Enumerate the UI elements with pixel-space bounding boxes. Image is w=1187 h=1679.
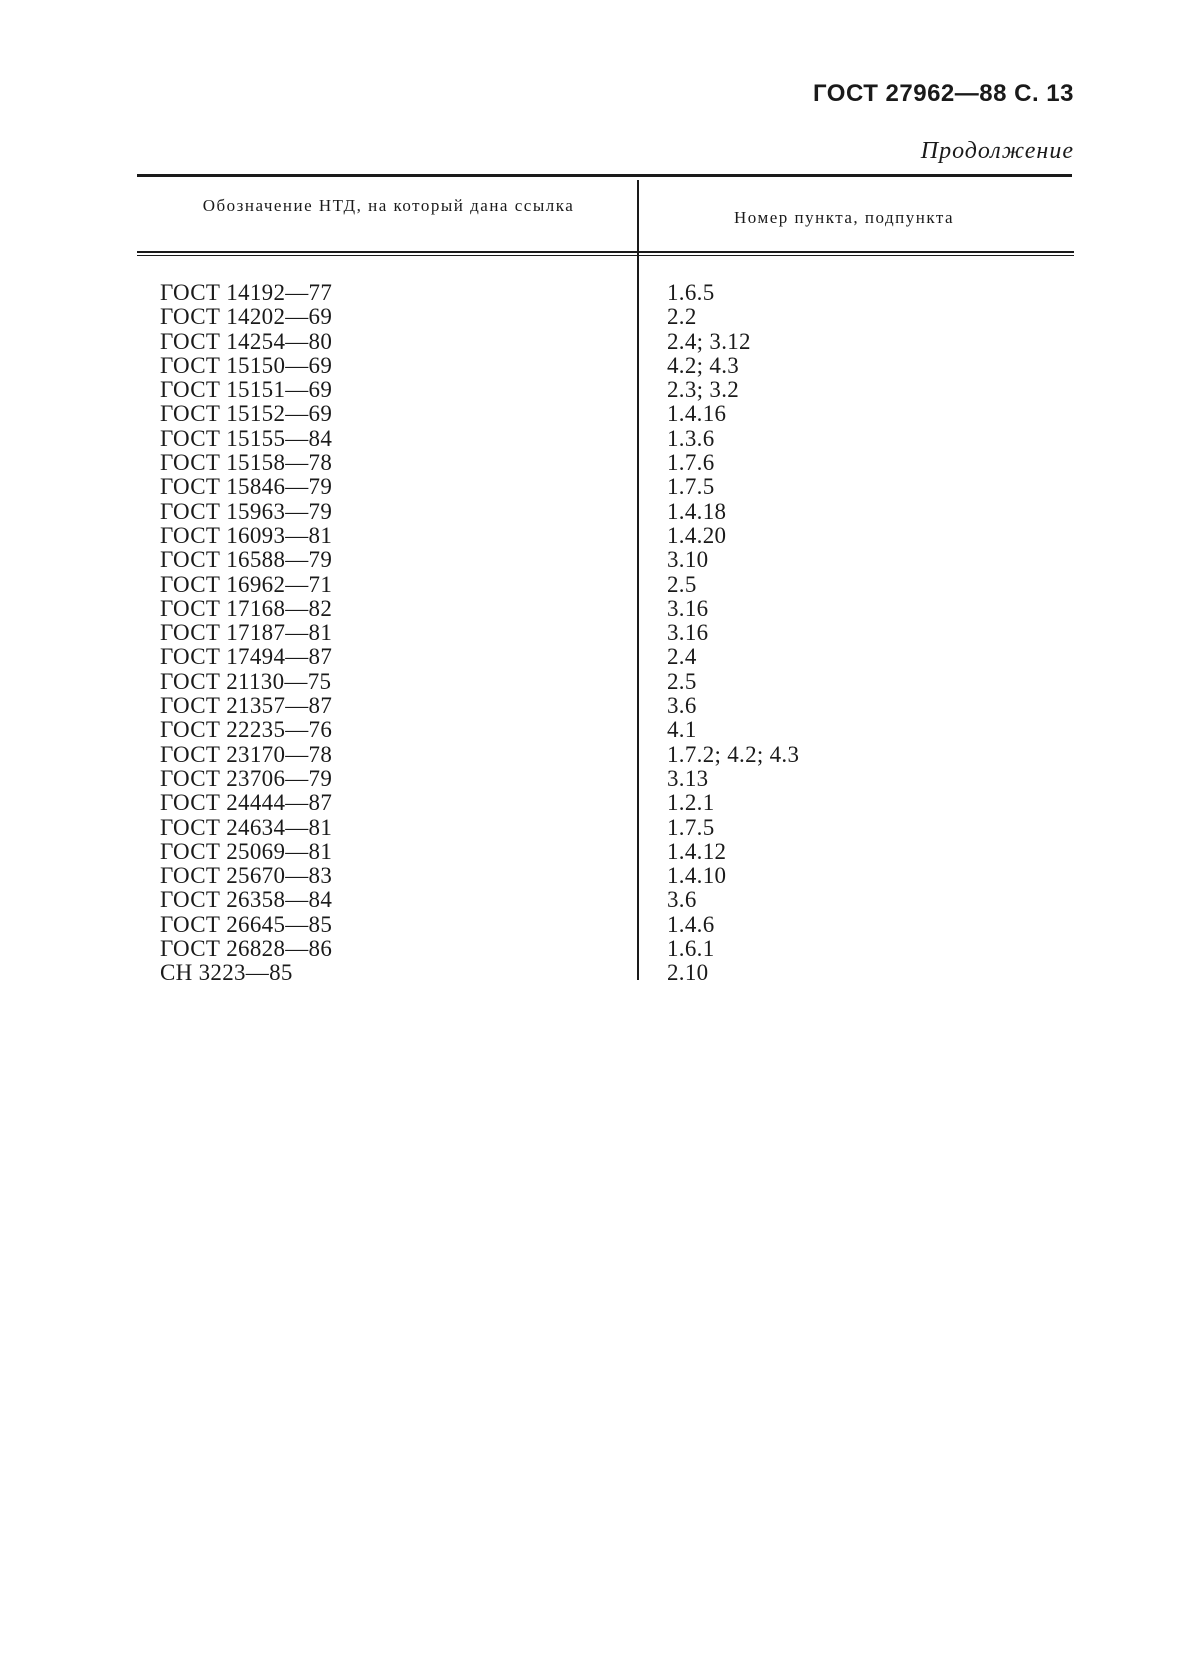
document-designation: ГОСТ 26828—86: [160, 936, 333, 962]
clause-number: 2.5: [667, 571, 697, 597]
document-designation: ГОСТ 15158—78: [160, 450, 333, 476]
document-designation: ГОСТ 25069—81: [160, 838, 333, 864]
clause-number: 1.7.6: [667, 450, 715, 476]
document-designation: ГОСТ 16962—71: [160, 571, 333, 597]
document-designation: ГОСТ 17187—81: [160, 620, 333, 646]
table-row: [0, 816, 1187, 840]
document-designation: ГОСТ 15151—69: [160, 377, 333, 403]
table-body: [0, 281, 1187, 986]
clause-number: 2.10: [667, 960, 709, 986]
document-designation: ГОСТ 23706—79: [160, 765, 333, 791]
table-row: [0, 767, 1187, 791]
table-row: [0, 694, 1187, 718]
table-row: [0, 597, 1187, 621]
continuation-label: Продолжение: [920, 138, 1074, 164]
document-designation: ГОСТ 14192—77: [160, 280, 333, 305]
table-row: [0, 573, 1187, 597]
clause-number: 1.4.12: [667, 838, 727, 864]
document-designation: ГОСТ 24444—87: [160, 790, 333, 816]
table-row: [0, 743, 1187, 767]
clause-number: 3.10: [667, 547, 709, 573]
table-row: [0, 524, 1187, 548]
clause-number: 3.16: [667, 620, 709, 646]
table-row: [0, 864, 1187, 888]
table-row: [0, 475, 1187, 499]
table-row: [0, 961, 1187, 985]
table-top-rule: [137, 174, 1072, 177]
document-designation: ГОСТ 17168—82: [160, 595, 333, 621]
table-row: [0, 354, 1187, 378]
document-designation: ГОСТ 26358—84: [160, 887, 333, 913]
column-header-clause: Номер пункта, подпункта: [734, 208, 955, 227]
page-header: ГОСТ 27962—88 С. 13: [813, 80, 1074, 107]
clause-number: 4.2; 4.3: [667, 352, 740, 378]
document-designation: ГОСТ 15155—84: [160, 425, 333, 451]
table-row: [0, 378, 1187, 402]
document-designation: ГОСТ 25670—83: [160, 863, 333, 889]
table-row: [0, 888, 1187, 912]
clause-number: 3.6: [667, 693, 697, 719]
table-row: [0, 402, 1187, 426]
table-row: [0, 840, 1187, 864]
document-designation: ГОСТ 21357—87: [160, 693, 333, 719]
clause-number: 4.1: [667, 717, 697, 743]
clause-number: 1.4.20: [667, 522, 727, 548]
document-designation: ГОСТ 17494—87: [160, 644, 333, 670]
table-row: [0, 305, 1187, 329]
table-row: [0, 937, 1187, 961]
clause-number: 1.3.6: [667, 425, 715, 451]
clause-number: 2.4: [667, 644, 697, 670]
clause-number: 3.16: [667, 595, 709, 621]
document-designation: ГОСТ 15963—79: [160, 498, 333, 524]
document-designation: ГОСТ 16093—81: [160, 522, 333, 548]
document-designation: ГОСТ 15150—69: [160, 352, 333, 378]
clause-number: 3.13: [667, 765, 709, 791]
table-row: [0, 791, 1187, 815]
clause-number: 1.6.1: [667, 936, 715, 962]
table-row: [0, 621, 1187, 645]
clause-number: 2.5: [667, 668, 697, 694]
document-designation: ГОСТ 14254—80: [160, 328, 333, 354]
table-row: [0, 718, 1187, 742]
table-row: [0, 645, 1187, 669]
table-row: [0, 427, 1187, 451]
clause-number: 2.2: [667, 304, 697, 330]
document-designation: ГОСТ 26645—85: [160, 911, 333, 937]
column-header-document: Обозначение НТД, на который дана ссылка: [202, 196, 575, 215]
table-row: [0, 281, 1187, 305]
table-row: [0, 548, 1187, 572]
clause-number: 1.7.5: [667, 474, 715, 500]
document-designation: ГОСТ 24634—81: [160, 814, 333, 840]
clause-number: 1.4.16: [667, 401, 727, 427]
document-designation: ГОСТ 14202—69: [160, 304, 333, 330]
header-bottom-rule: [137, 251, 1074, 256]
table-row: [0, 451, 1187, 475]
document-designation: ГОСТ 21130—75: [160, 668, 332, 694]
document-designation: ГОСТ 22235—76: [160, 717, 333, 743]
table-row: [0, 913, 1187, 937]
clause-number: 1.4.10: [667, 863, 727, 889]
clause-number: 1.4.6: [667, 911, 715, 937]
clause-number: 1.7.2; 4.2; 4.3: [667, 741, 800, 767]
clause-number: 1.2.1: [667, 790, 715, 816]
table-row: [0, 670, 1187, 694]
clause-number: 2.4; 3.12: [667, 328, 751, 354]
document-designation: ГОСТ 15846—79: [160, 474, 333, 500]
document-designation: ГОСТ 15152—69: [160, 401, 333, 427]
table-row: [0, 330, 1187, 354]
document-designation: ГОСТ 16588—79: [160, 547, 333, 573]
clause-number: 2.3; 3.2: [667, 377, 740, 403]
clause-number: 1.6.5: [667, 280, 715, 305]
clause-number: 3.6: [667, 887, 697, 913]
table-row: [0, 500, 1187, 524]
document-designation: ГОСТ 23170—78: [160, 741, 333, 767]
clause-number: 1.4.18: [667, 498, 727, 524]
clause-number: 1.7.5: [667, 814, 715, 840]
document-designation: СН 3223—85: [160, 960, 293, 986]
